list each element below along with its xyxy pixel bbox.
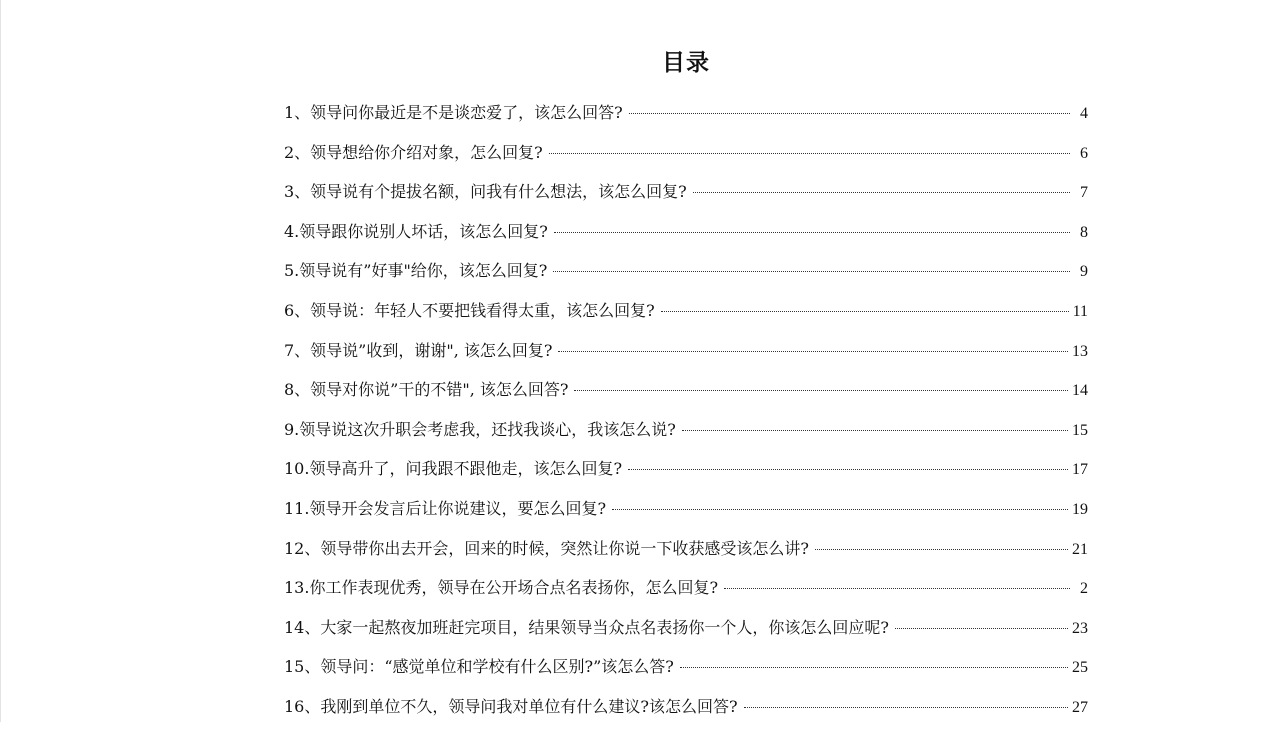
toc-entry[interactable] [284,256,1088,296]
toc-page-number: 6 [1080,144,1088,162]
toc-entry[interactable] [284,138,1088,178]
toc-entry[interactable] [284,692,1088,732]
toc-entry[interactable] [284,415,1088,455]
toc-entry-text: 6、领导说：年轻人不要把钱看得太重，该怎么回复? [284,300,655,320]
toc-page-number: 7 [1080,184,1088,202]
toc-leader-dots [553,270,1070,272]
toc-leader-dots [682,429,1068,431]
toc-entry-text: 4.领导跟你说别人坏话，该怎么回复? [284,221,548,241]
toc-leader-dots [574,389,1068,391]
toc-entry-text: 1、领导问你最近是不是谈恋爱了，该怎么回答? [284,103,623,122]
toc-entry-text: 14、大家一起熬夜加班赶完项目，结果领导当众点名表扬你一个人，你该怎么回应呢? [284,617,889,637]
toc-entry[interactable] [284,296,1088,336]
toc-entry-text: 7、领导说”收到，谢谢", 该怎么回复? [284,340,553,360]
toc-page-number: 19 [1072,500,1088,518]
toc-entry-text: 12、领导带你出去开会，回来的时候，突然让你说一下收获感受该怎么讲? [284,538,809,558]
toc-leader-dots [612,508,1068,510]
toc-entry-text: 11.领导开会发言后让你说建议，要怎么回复? [284,498,607,518]
toc-list [284,98,1088,732]
toc-leader-dots [554,231,1070,233]
toc-entry[interactable] [284,98,1088,138]
toc-leader-dots [549,152,1070,154]
toc-page-number: 21 [1072,540,1088,558]
toc-entry[interactable] [284,454,1088,494]
toc-page-number: 25 [1072,659,1088,677]
toc-entry[interactable] [284,217,1088,257]
toc-entry[interactable] [284,652,1088,692]
toc-entry[interactable] [284,534,1088,574]
toc-leader-dots [724,587,1070,589]
toc-entry[interactable] [284,177,1088,217]
toc-entry-text: 3、领导说有个提拔名额，问我有什么想法，该怎么回复? [284,182,687,202]
toc-leader-dots [680,666,1068,668]
toc-leader-dots [661,310,1069,312]
toc-entry-text: 15、领导问：“感觉单位和学校有什么区别?”该怎么答? [284,657,674,677]
page-left-edge [0,0,1,722]
toc-page-number: 2 [1080,580,1088,598]
toc-entry-text: 13.你工作表现优秀，领导在公开场合点名表扬你，怎么回复? [284,578,719,598]
toc-page-number: 17 [1072,461,1088,479]
toc-entry[interactable] [284,613,1088,653]
toc-entry-text: 2、领导想给你介绍对象，怎么回复? [284,142,543,162]
toc-entry[interactable] [284,573,1088,613]
toc-page-number: 14 [1072,382,1088,400]
toc-page-number: 13 [1072,342,1088,360]
toc-entry-text: 16、我刚到单位不久，领导问我对单位有什么建议?该怎么回答? [284,696,738,716]
toc-leader-dots [744,706,1068,708]
toc-entry[interactable] [284,336,1088,376]
toc-page-number: 27 [1072,698,1088,716]
toc-entry-text: 5.领导说有”好事"给你，该怎么回复? [284,261,548,281]
toc-entry-text: 10.领导高升了，问我跟不跟他走，该怎么回复? [284,459,623,479]
toc-entry-text: 8、领导对你说”干的不错", 该怎么回答? [284,380,569,400]
toc-page-number: 23 [1072,619,1088,637]
toc-title: 目录 [662,50,710,76]
toc-page-number: 11 [1072,302,1088,320]
toc-page-number: 8 [1080,223,1088,241]
toc-leader-dots [558,350,1068,352]
toc-entry-text: 9.领导说这次升职会考虑我，还找我谈心，我该怎么说? [284,419,676,439]
toc-leader-dots [629,112,1070,114]
toc-leader-dots [895,627,1068,629]
toc-page-number: 4 [1080,105,1088,122]
toc-leader-dots [815,548,1068,550]
toc-entry[interactable] [284,375,1088,415]
toc-leader-dots [693,191,1070,193]
toc-entry[interactable] [284,494,1088,534]
toc-page-number: 15 [1072,421,1088,439]
toc-page-number: 9 [1080,263,1088,281]
toc-leader-dots [628,468,1068,470]
